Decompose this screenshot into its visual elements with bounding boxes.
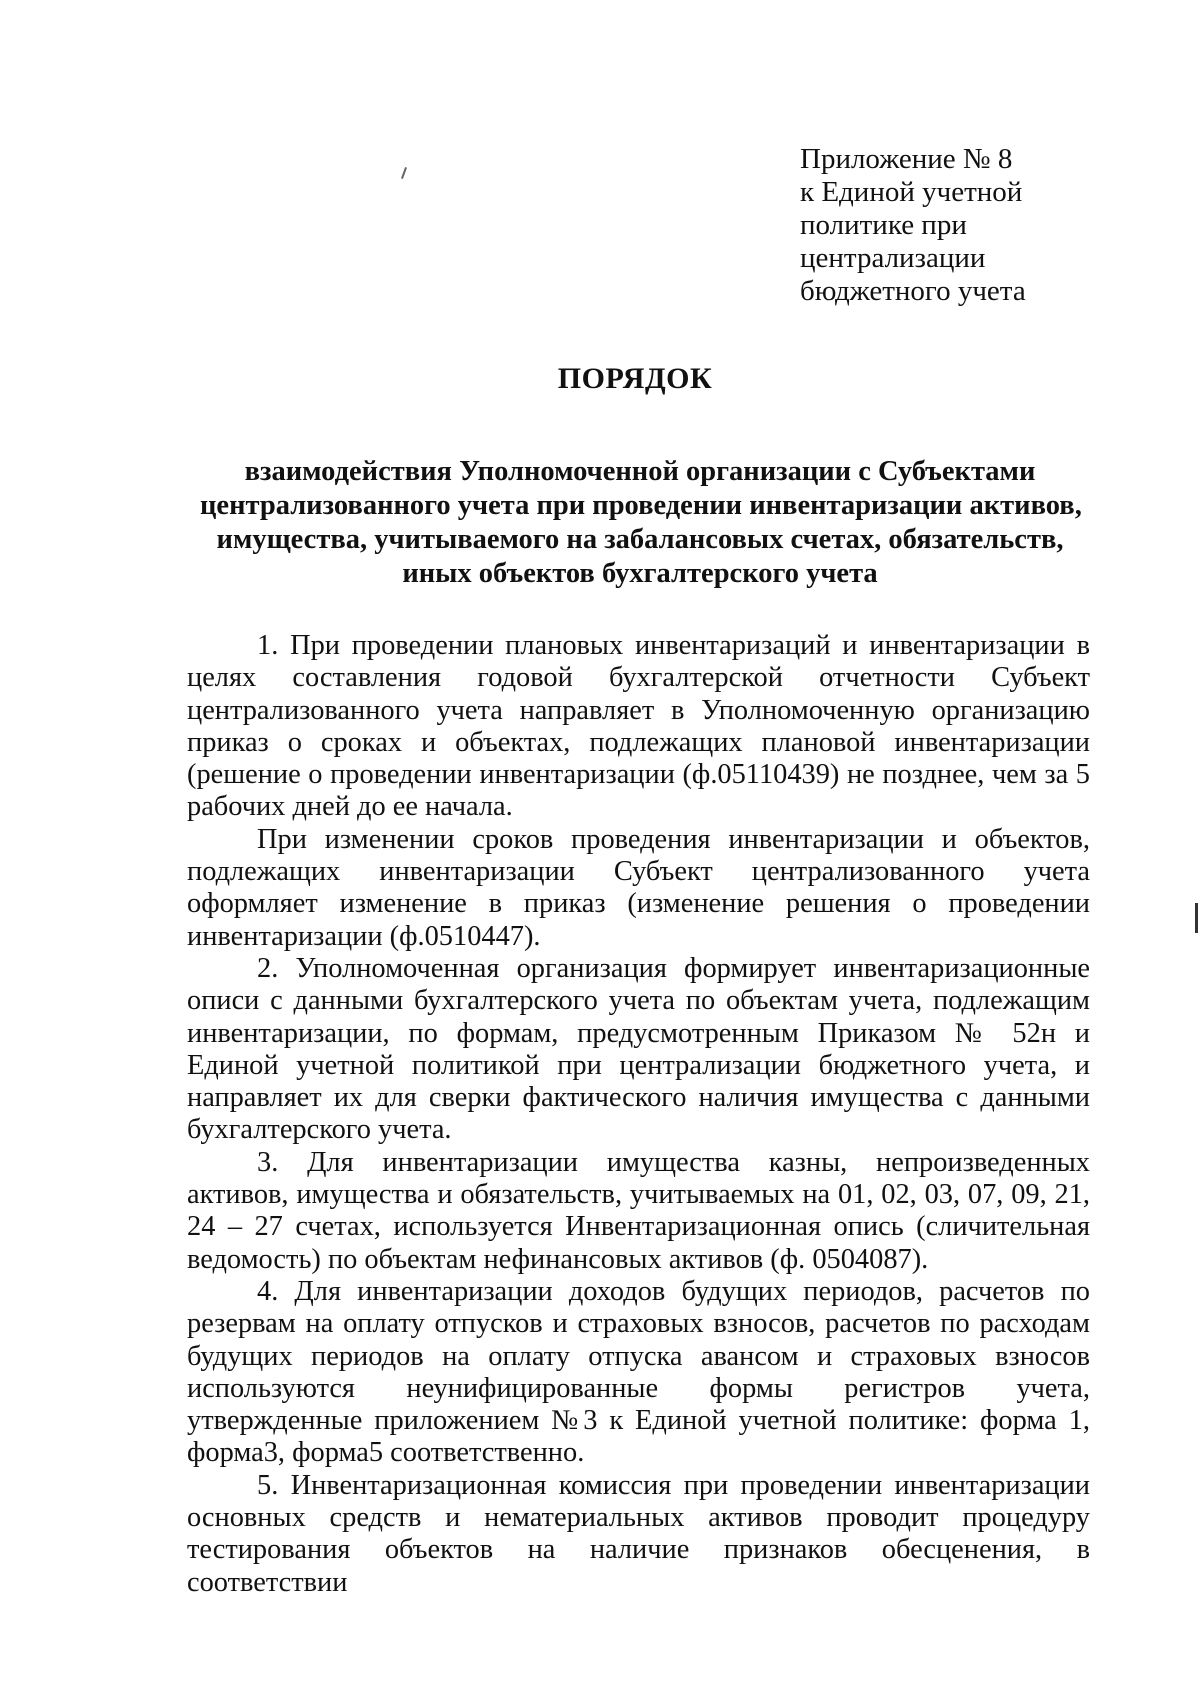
subtitle-line: взаимодействия Уполномоченной организации с Субъектами (244, 456, 1036, 487)
subtitle-line: иных объектов бухгалтерского учета (402, 558, 878, 589)
paragraph-1-amendment: При изменении сроков проведения инвентаризации и объектов, подлежащих инвентаризации Субъект централизованного учета оформляет изменение в приказ (изменение решения о проведении инвентаризации (ф.0510447). (187, 823, 1090, 952)
annex-line: политике при (800, 209, 967, 241)
annex-header (800, 143, 1026, 308)
scan-artifact-mark (401, 167, 407, 179)
paragraph-3: 3. Для инвентаризации имущества казны, непроизведенных активов, имущества и обязательств, учитываемых на 01, 02, 03, 07, 09, 21, 24 – 27 счетах, используется Инвентаризационная опись (сличительная ведомость) по объектам нефинансовых активов (ф. 0504087). (187, 1146, 1090, 1275)
paragraph-5: 5. Инвентаризационная комиссия при проведении инвентаризации основных средств и нематериальных активов проводит процедуру тестирования объектов на наличие признаков обесценения, в соответствии (187, 1469, 1090, 1598)
paragraph-1: 1. При проведении плановых инвентаризаций и инвентаризации в целях составления годовой бухгалтерской отчетности Субъект централизованного учета направляет в Уполномоченную организацию приказ о сроках и объектах, подлежащих плановой инвентаризации (решение о проведении инвентаризации (ф.05110439) не позднее, чем за 5 рабочих дней до ее начала. (187, 630, 1090, 823)
document-title: ПОРЯДОК (557, 362, 713, 395)
paragraph-2: 2. Уполномоченная организация формирует инвентаризационные описи с данными бухгалтерского учета по объектам учета, подлежащим инвентаризации, по формам, предусмотренным Приказом № 52н и Единой учетной политикой при централизации бюджетного учета, и направляет их для сверки фактического наличия имущества с данными бухгалтерского учета. (187, 952, 1090, 1146)
annex-line: бюджетного учета (800, 275, 1026, 307)
annex-line: к Единой учетной (800, 176, 1023, 208)
subtitle-line: централизованного учета при проведении инвентаризации активов, (200, 490, 1082, 521)
annex-line: централизации (800, 242, 986, 274)
scan-edge-mark (1195, 903, 1198, 933)
paragraph-4: 4. Для инвентаризации доходов будущих периодов, расчетов по резервам на оплату отпусков и страховых взносов, расчетов по расходам будущих периодов на оплату отпуска авансом и страховых взносов используются неунифицированные формы регистров учета, утвержденные приложением №3 к Единой учетной политике: форма 1, форма3, форма5 соответственно. (187, 1275, 1090, 1469)
annex-line: Приложение № 8 (800, 143, 1013, 175)
subtitle-line: имущества, учитываемого на забалансовых счетах, обязательств, (216, 524, 1064, 555)
document-body (187, 630, 1090, 1599)
document-subtitle (200, 455, 1080, 591)
